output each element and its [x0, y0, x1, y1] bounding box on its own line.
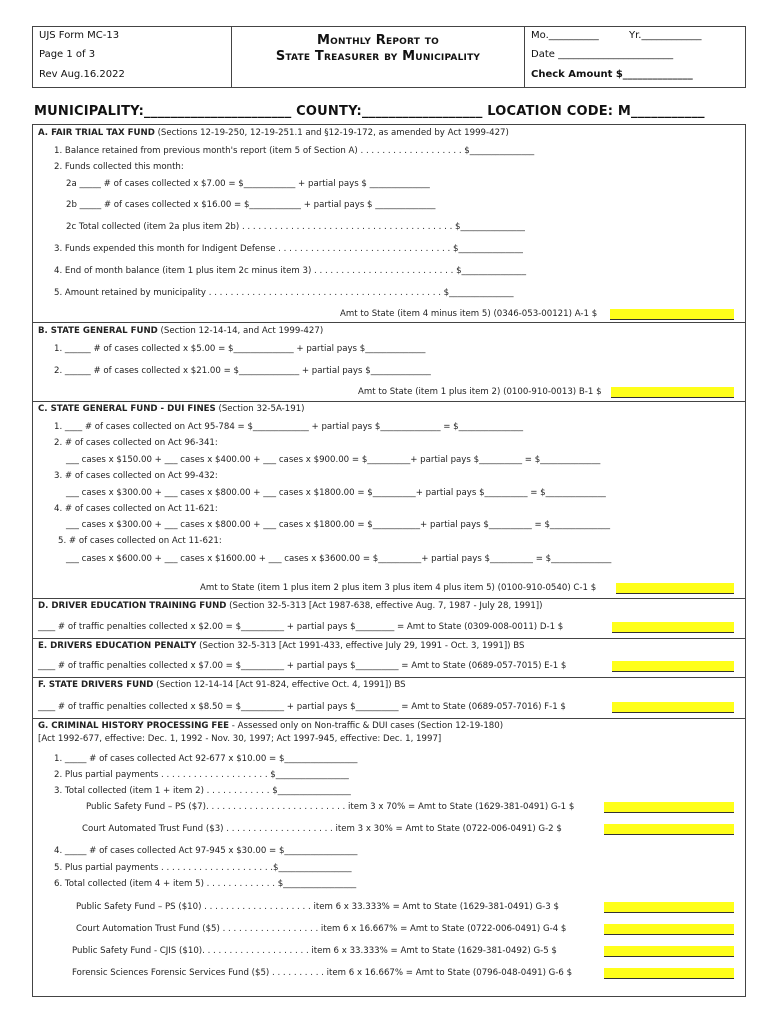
title-block: [232, 27, 525, 87]
check-amount-field[interactable]: Check Amount $______________: [531, 69, 693, 80]
title-line-1: Monthly Report to: [317, 33, 439, 48]
section-b-item-2[interactable]: 2. ______ # of cases collected x $21.00 = $______________ + partial pays $______________: [54, 366, 431, 376]
section-g-g4-field[interactable]: [604, 924, 734, 935]
section-g-item-1[interactable]: 1. _____ # of cases collected Act 92-677 x $10.00 = $_________________: [54, 754, 358, 764]
section-g-item-2[interactable]: 2. Plus partial payments . . . . . . . . . . . . . . . . . . . . $_________________: [54, 770, 349, 780]
section-a-heading: A. FAIR TRIAL TAX FUND (Sections 12-19-250, 12-19-251.1 and §12-19-172, as amended by Act 1999-427): [38, 128, 509, 138]
section-c-item-2: 2. # of cases collected on Act 96-341:: [54, 438, 218, 448]
section-g-g4-label: Court Automation Trust Fund ($5) . . . . . . . . . . . . . . . . . . item 6 x 16.667% = Amt to State (0722-006-0491) G-4 $: [76, 924, 567, 934]
date-block: [525, 27, 745, 87]
section-g-g1-label: Public Safety Fund – PS ($7). . . . . . . . . . . . . . . . . . . . . . . . . . item 3 x 70% = Amt to State (1629-381-0491) G-1 $: [86, 802, 575, 812]
section-e-amt-field[interactable]: [612, 661, 734, 672]
section-c-item-2-values[interactable]: ___ cases x $150.00 + ___ cases x $400.00 + ___ cases x $900.00 = $__________+ partial pays $__________ = $______________: [66, 455, 601, 465]
section-g-g2-field[interactable]: [604, 824, 734, 835]
section-c-item-5-values[interactable]: ___ cases x $600.00 + ___ cases x $1600.00 + ___ cases x $3600.00 = $__________+ partial pays $__________ = $______________: [66, 554, 612, 564]
section-g-g5-label: Public Safety Fund - CJIS ($10). . . . . . . . . . . . . . . . . . . . item 6 x 33.333% = Amt to State (1629-381-0492) G-5 $: [72, 946, 557, 956]
section-a-amt-label: Amt to State (item 4 minus item 5) (0346-053-00121) A-1 $: [340, 309, 598, 319]
section-b-heading: B. STATE GENERAL FUND (Section 12-14-14, and Act 1999-427): [38, 326, 324, 336]
section-a-item-4[interactable]: 4. End of month balance (item 1 plus item 2c minus item 3) . . . . . . . . . . . . . . . . . . . . . . . . . . $_______________: [54, 266, 526, 276]
section-divider: [32, 401, 746, 402]
section-d-amt-field[interactable]: [612, 622, 734, 633]
municipality-line[interactable]: MUNICIPALITY:______________________ COUNTY:__________________ LOCATION CODE: M___________: [34, 104, 705, 119]
section-c-amt-label: Amt to State (item 1 plus item 2 plus item 3 plus item 4 plus item 5) (0100-910-0540) C-1 $: [200, 583, 597, 593]
section-divider: [32, 718, 746, 719]
section-g-item-4[interactable]: 4. _____ # of cases collected Act 97-945 x $30.00 = $_________________: [54, 846, 358, 856]
page-number: Page 1 of 3: [39, 49, 96, 60]
section-a-item-2a[interactable]: 2a _____ # of cases collected x $7.00 = $____________ + partial pays $ ______________: [66, 179, 430, 189]
section-g-g6-field[interactable]: [604, 968, 734, 979]
section-a-item-1[interactable]: 1. Balance retained from previous month's report (item 5 of Section A) . . . . . . . . . . . . . . . . . . . $_______________: [54, 146, 535, 156]
section-c-item-5: 5. # of cases collected on Act 11-621:: [58, 536, 222, 546]
section-c-item-3: 3. # of cases collected on Act 99-432:: [54, 471, 218, 481]
section-g-heading-acts: [Act 1992-677, effective: Dec. 1, 1992 - Nov. 30, 1997; Act 1997-945, effective: Dec. 1, 1997]: [38, 734, 442, 744]
section-g-g1-field[interactable]: [604, 802, 734, 813]
section-g-item-5[interactable]: 5. Plus partial payments . . . . . . . . . . . . . . . . . . . . .$_________________: [54, 863, 352, 873]
section-f-heading: F. STATE DRIVERS FUND (Section 12-14-14 [Act 91-824, effective Oct. 4, 1991]) BS: [38, 680, 406, 690]
section-divider: [32, 598, 746, 599]
section-c-amt-field[interactable]: [616, 583, 734, 594]
section-c-item-3-values[interactable]: ___ cases x $300.00 + ___ cases x $800.00 + ___ cases x $1800.00 = $__________+ partial pays $__________ = $______________: [66, 488, 606, 498]
section-f-amt-field[interactable]: [612, 702, 734, 713]
revision-date: Rev Aug.16.2022: [39, 69, 125, 80]
section-c-item-1[interactable]: 1. ____ # of cases collected on Act 95-784 = $_____________ + partial pays $______________ = $_______________: [54, 422, 524, 432]
section-b-amt-label: Amt to State (item 1 plus item 2) (0100-910-0013) B-1 $: [358, 387, 602, 397]
section-g-g3-label: Public Safety Fund – PS ($10) . . . . . . . . . . . . . . . . . . . . item 6 x 33.333% = Amt to State (1629-381-0491) G-3 $: [76, 902, 559, 912]
section-f-line[interactable]: ____ # of traffic penalties collected x $8.50 = $__________ + partial pays $__________ = Amt to State (0689-057-7016) F-1 $: [38, 702, 566, 712]
section-e-line[interactable]: ____ # of traffic penalties collected x $7.00 = $__________ + partial pays $__________ = Amt to State (0689-057-7015) E-1 $: [38, 661, 567, 671]
section-a-item-5[interactable]: 5. Amount retained by municipality . . . . . . . . . . . . . . . . . . . . . . . . . . . . . . . . . . . . . . . . . . . $_______________: [54, 288, 514, 298]
section-d-line[interactable]: ____ # of traffic penalties collected x $2.00 = $__________ + partial pays $_________ = Amt to State (0309-008-0011) D-1 $: [38, 622, 564, 632]
form-id-block: [33, 27, 232, 87]
section-divider: [32, 322, 746, 323]
section-divider: [32, 677, 746, 678]
section-a-item-2: 2. Funds collected this month:: [54, 162, 184, 172]
section-divider: [32, 638, 746, 639]
section-a-item-2b[interactable]: 2b _____ # of cases collected x $16.00 = $____________ + partial pays $ ______________: [66, 200, 436, 210]
section-a-amt-field[interactable]: [610, 309, 734, 320]
section-c-item-4: 4. # of cases collected on Act 11-621:: [54, 504, 218, 514]
section-g-g5-field[interactable]: [604, 946, 734, 957]
section-d-heading: D. DRIVER EDUCATION TRAINING FUND (Section 32-5-313 [Act 1987-638, effective Aug. 7, 1987 - July 28, 1991]): [38, 601, 543, 611]
section-b-item-1[interactable]: 1. ______ # of cases collected x $5.00 = $______________ + partial pays $______________: [54, 344, 426, 354]
form-id: UJS Form MC-13: [39, 30, 120, 41]
year-field[interactable]: Yr.____________: [629, 30, 702, 41]
section-c-item-4-values[interactable]: ___ cases x $300.00 + ___ cases x $800.00 + ___ cases x $1800.00 = $___________+ partial pays $__________ = $______________: [66, 520, 611, 530]
section-g-item-3[interactable]: 3. Total collected (item 1 + item 2) . . . . . . . . . . . . $_________________: [54, 786, 351, 796]
section-g-g6-label: Forensic Sciences Forensic Services Fund ($5) . . . . . . . . . . item 6 x 16.667% = Amt to State (0796-048-0491) G-6 $: [72, 968, 573, 978]
section-g-g2-label: Court Automated Trust Fund ($3) . . . . . . . . . . . . . . . . . . . . item 3 x 30% = Amt to State (0722-006-0491) G-2 $: [82, 824, 562, 834]
section-a-item-3[interactable]: 3. Funds expended this month for Indigent Defense . . . . . . . . . . . . . . . . . . . . . . . . . . . . . . . . $_______________: [54, 244, 523, 254]
section-b-amt-field[interactable]: [611, 387, 734, 398]
section-g-g3-field[interactable]: [604, 902, 734, 913]
section-g-heading: G. CRIMINAL HISTORY PROCESSING FEE - Assessed only on Non-traffic & DUI cases (Section 12-19-180): [38, 721, 504, 731]
section-c-heading: C. STATE GENERAL FUND - DUI FINES (Section 32-5A-191): [38, 404, 305, 414]
section-g-item-6[interactable]: 6. Total collected (item 4 + item 5) . . . . . . . . . . . . . $_________________: [54, 879, 357, 889]
section-e-heading: E. DRIVERS EDUCATION PENALTY (Section 32-5-313 [Act 1991-433, effective July 29, 1991 - Oct. 3, 1991]) BS: [38, 641, 525, 651]
date-field[interactable]: Date _______________________: [531, 49, 674, 60]
month-field[interactable]: Mo.__________: [531, 30, 599, 41]
title-line-2: State Treasurer by Municipality: [275, 49, 481, 64]
form-header: [32, 26, 746, 88]
section-a-item-2c[interactable]: 2c Total collected (item 2a plus item 2b) . . . . . . . . . . . . . . . . . . . . . . . . . . . . . . . . . . . . . . . $_______________: [66, 222, 525, 232]
